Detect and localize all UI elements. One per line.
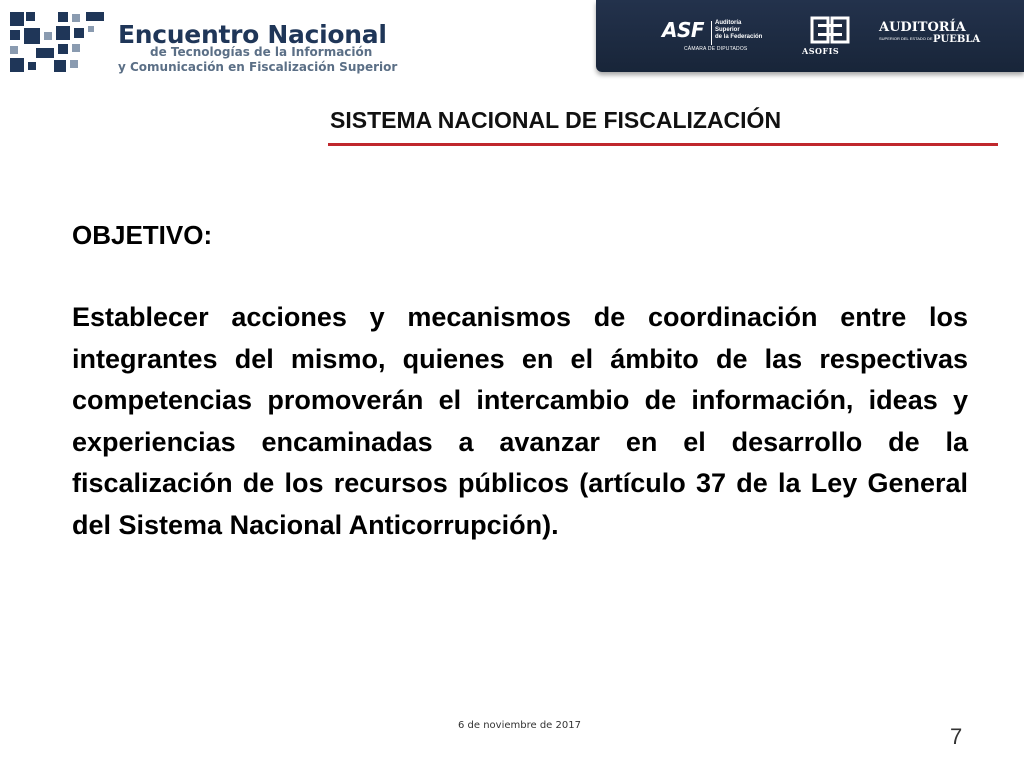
puebla-line-1: AUDITORÍA: [879, 20, 966, 35]
page-number: 7: [950, 724, 963, 749]
auditoria-puebla-logo: [879, 16, 989, 56]
event-subtitle-line-1: de Tecnologías de la Información: [150, 45, 373, 59]
puebla-line-2: PUEBLA: [933, 34, 981, 45]
objective-paragraph: Establecer acciones y mecanismos de coordinación entre los integrantes del mismo, quienes en el ámbito de las respectivas competencias promoverán el intercambio de información, ideas y experiencias encaminadas a avanzar en el desarrollo de la fiscalización de los recursos públicos (artículo 37 de la Ley General del Sistema Nacional Anticorrupción).: [72, 302, 968, 540]
event-subtitle-line-2: y Comunicación en Fiscalización Superior: [118, 60, 398, 74]
asofis-logo: [798, 16, 858, 60]
asf-logo: [662, 18, 772, 54]
institution-banner: [596, 0, 1024, 72]
section-title: SISTEMA NACIONAL DE FISCALIZACIÓN: [330, 107, 782, 133]
encuentro-nacional-logo-icon: [8, 10, 108, 76]
title-underline: [328, 143, 998, 146]
asofis-name: ASOFIS: [802, 46, 840, 56]
asf-abbrev: ASF: [662, 18, 705, 42]
asf-divider: [711, 21, 712, 45]
asofis-emblem-icon: [810, 16, 850, 46]
footer-date: 6 de noviembre de 2017: [458, 720, 581, 731]
puebla-small-text: SUPERIOR DEL ESTADO DE: [879, 36, 933, 41]
event-title: Encuentro Nacional: [118, 20, 387, 49]
asf-chamber: CÁMARA DE DIPUTADOS: [684, 46, 748, 52]
asf-full-name: Auditoría Superior de la Federación: [715, 20, 763, 40]
objective-label: OBJETIVO:: [72, 220, 213, 250]
